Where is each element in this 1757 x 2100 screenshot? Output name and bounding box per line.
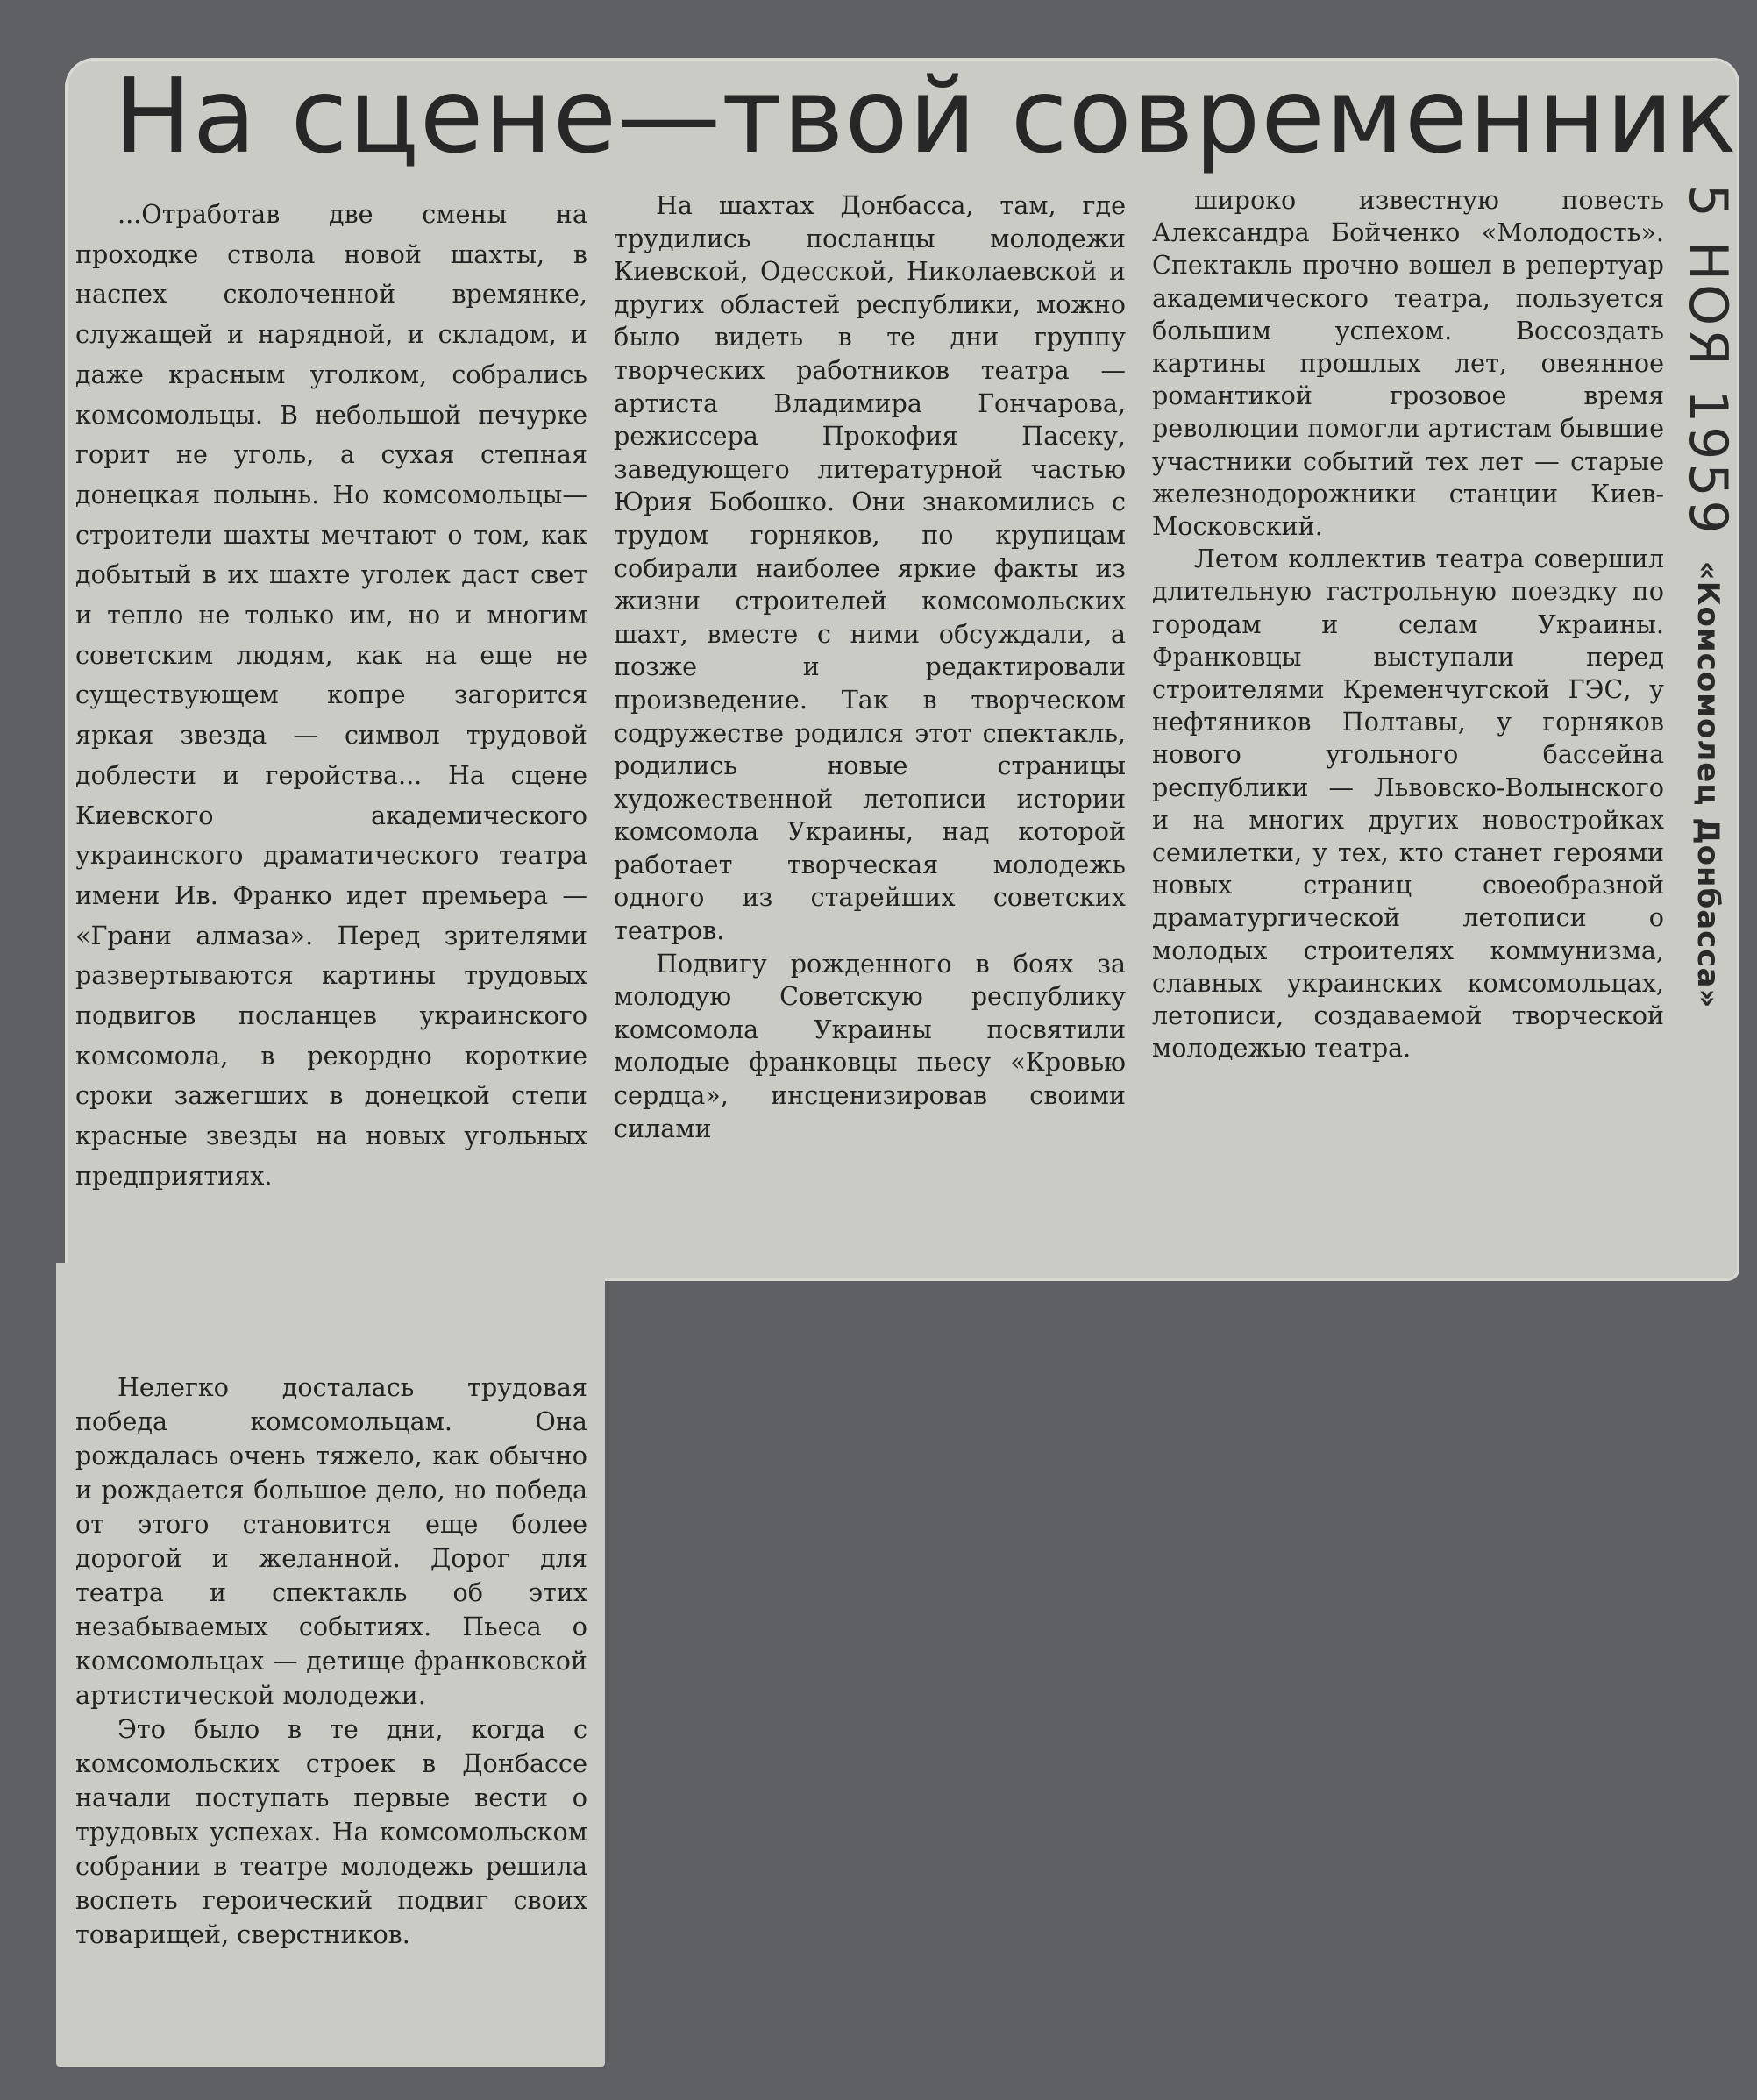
article-column-2 bbox=[614, 189, 1126, 1145]
paragraph: Подвигу рожденного в боях за молодую Советскую республику комсомола Украины посвятили молодые франковцы пьесу «Кровью сердца», инсценизировав своими силами bbox=[614, 948, 1126, 1143]
headline: На сцене—твой современник bbox=[114, 55, 1738, 176]
paragraph: На шахтах Донбасса, там, где трудились посланцы молодежи Киевской, Одесской, Николаевской и других областей республики, можно было видеть в те дни группу творческих работников театра — артиста Владимира Гончарова, режиссера Прокофия Пасеку, заведующего литературной частью Юрия Бобошко. Они знакомились с трудом горняков, по крупицам собирали наиболее яркие факты из жизни строителей комсомольских шахт, вместе с ними обсуждали, а позже и редактировали произведение. Так в творческом содружестве родился этот спектакль, родились новые страницы художественной летописи истории комсомола Украины, над которой работает творческая молодежь одного из старейших советских театров. bbox=[614, 190, 1126, 946]
paragraph: Это было в те дни, когда с комсомольских строек в Донбассе начали поступать первые вести о трудовых успехах. На комсомольском собрании в театре молодежь решила воспеть героический подвиг своих товарищей, сверстников. bbox=[75, 1714, 587, 1949]
stamp-newspaper-name: «Комсомолец Донбасса» bbox=[1690, 560, 1725, 1009]
article-column-1-upper bbox=[75, 195, 587, 1197]
article-column-1-lower bbox=[75, 1370, 587, 1952]
stamp-date: 5 НОЯ 1959 bbox=[1677, 183, 1739, 537]
article-column-3 bbox=[1152, 184, 1664, 1064]
paragraph: Летом коллектив театра совершил длительную гастрольную поездку по городам и селам Украины. Франковцы выступали перед строителями Кременчугской ГЭС, у нефтяников Полтавы, у горняков нового угольного бассейна республики — Львовско-Волынского и на многих других новостройках семилетки, у тех, кто станет героями новых страниц своеобразной драматургической летописи о молодых строителях коммунизма, славных украинских комсомольцах, летописи, создаваемой творческой молодежью театра. bbox=[1152, 544, 1664, 1064]
paragraph: широко известную повесть Александра Бойченко «Молодость». Спектакль прочно вошел в репертуар академического театра, пользуется большим успехом. Воссоздать картины прошлых лет, овеянное романтикой грозовое время революции помогли артистам бывшие участники событий тех лет — старые железнодорожники станции Киев-Московский. bbox=[1152, 185, 1664, 542]
archive-date-stamp bbox=[1677, 184, 1739, 1009]
paragraph: Нелегко досталась трудовая победа комсомольцам. Она рождалась очень тяжело, как обычно и рождается большое дело, но победа от этого становится еще более дорогой и желанной. Дорог для театра и спектакль об этих незабываемых событиях. Пьеса о комсомольцах — детище франковской артистической молодежи. bbox=[75, 1372, 587, 1710]
paragraph: ...Отработав две смены на проходке ствола новой шахты, в наспех сколоченной времянке, служащей и нарядной, и складом, и даже красным уголком, собрались комсомольцы. В небольшой печурке горит не уголь, а сухая степная донецкая полынь. Но комсомольцы—строители шахты мечтают о том, как добытый в их шахте уголек даст свет и тепло не только им, но и многим советским людям, как на еще не существующем копре загорится яркая звезда — символ трудовой доблести и геройства... На сцене Киевского академического украинского драматического театра имени Ив. Франко идет премьера — «Грани алмаза». Перед зрителями развертываются картины трудовых подвигов посланцев украинского комсомола, в рекордно короткие сроки зажегших в донецкой степи красные звезды на новых угольных предприятиях. bbox=[75, 199, 587, 1191]
